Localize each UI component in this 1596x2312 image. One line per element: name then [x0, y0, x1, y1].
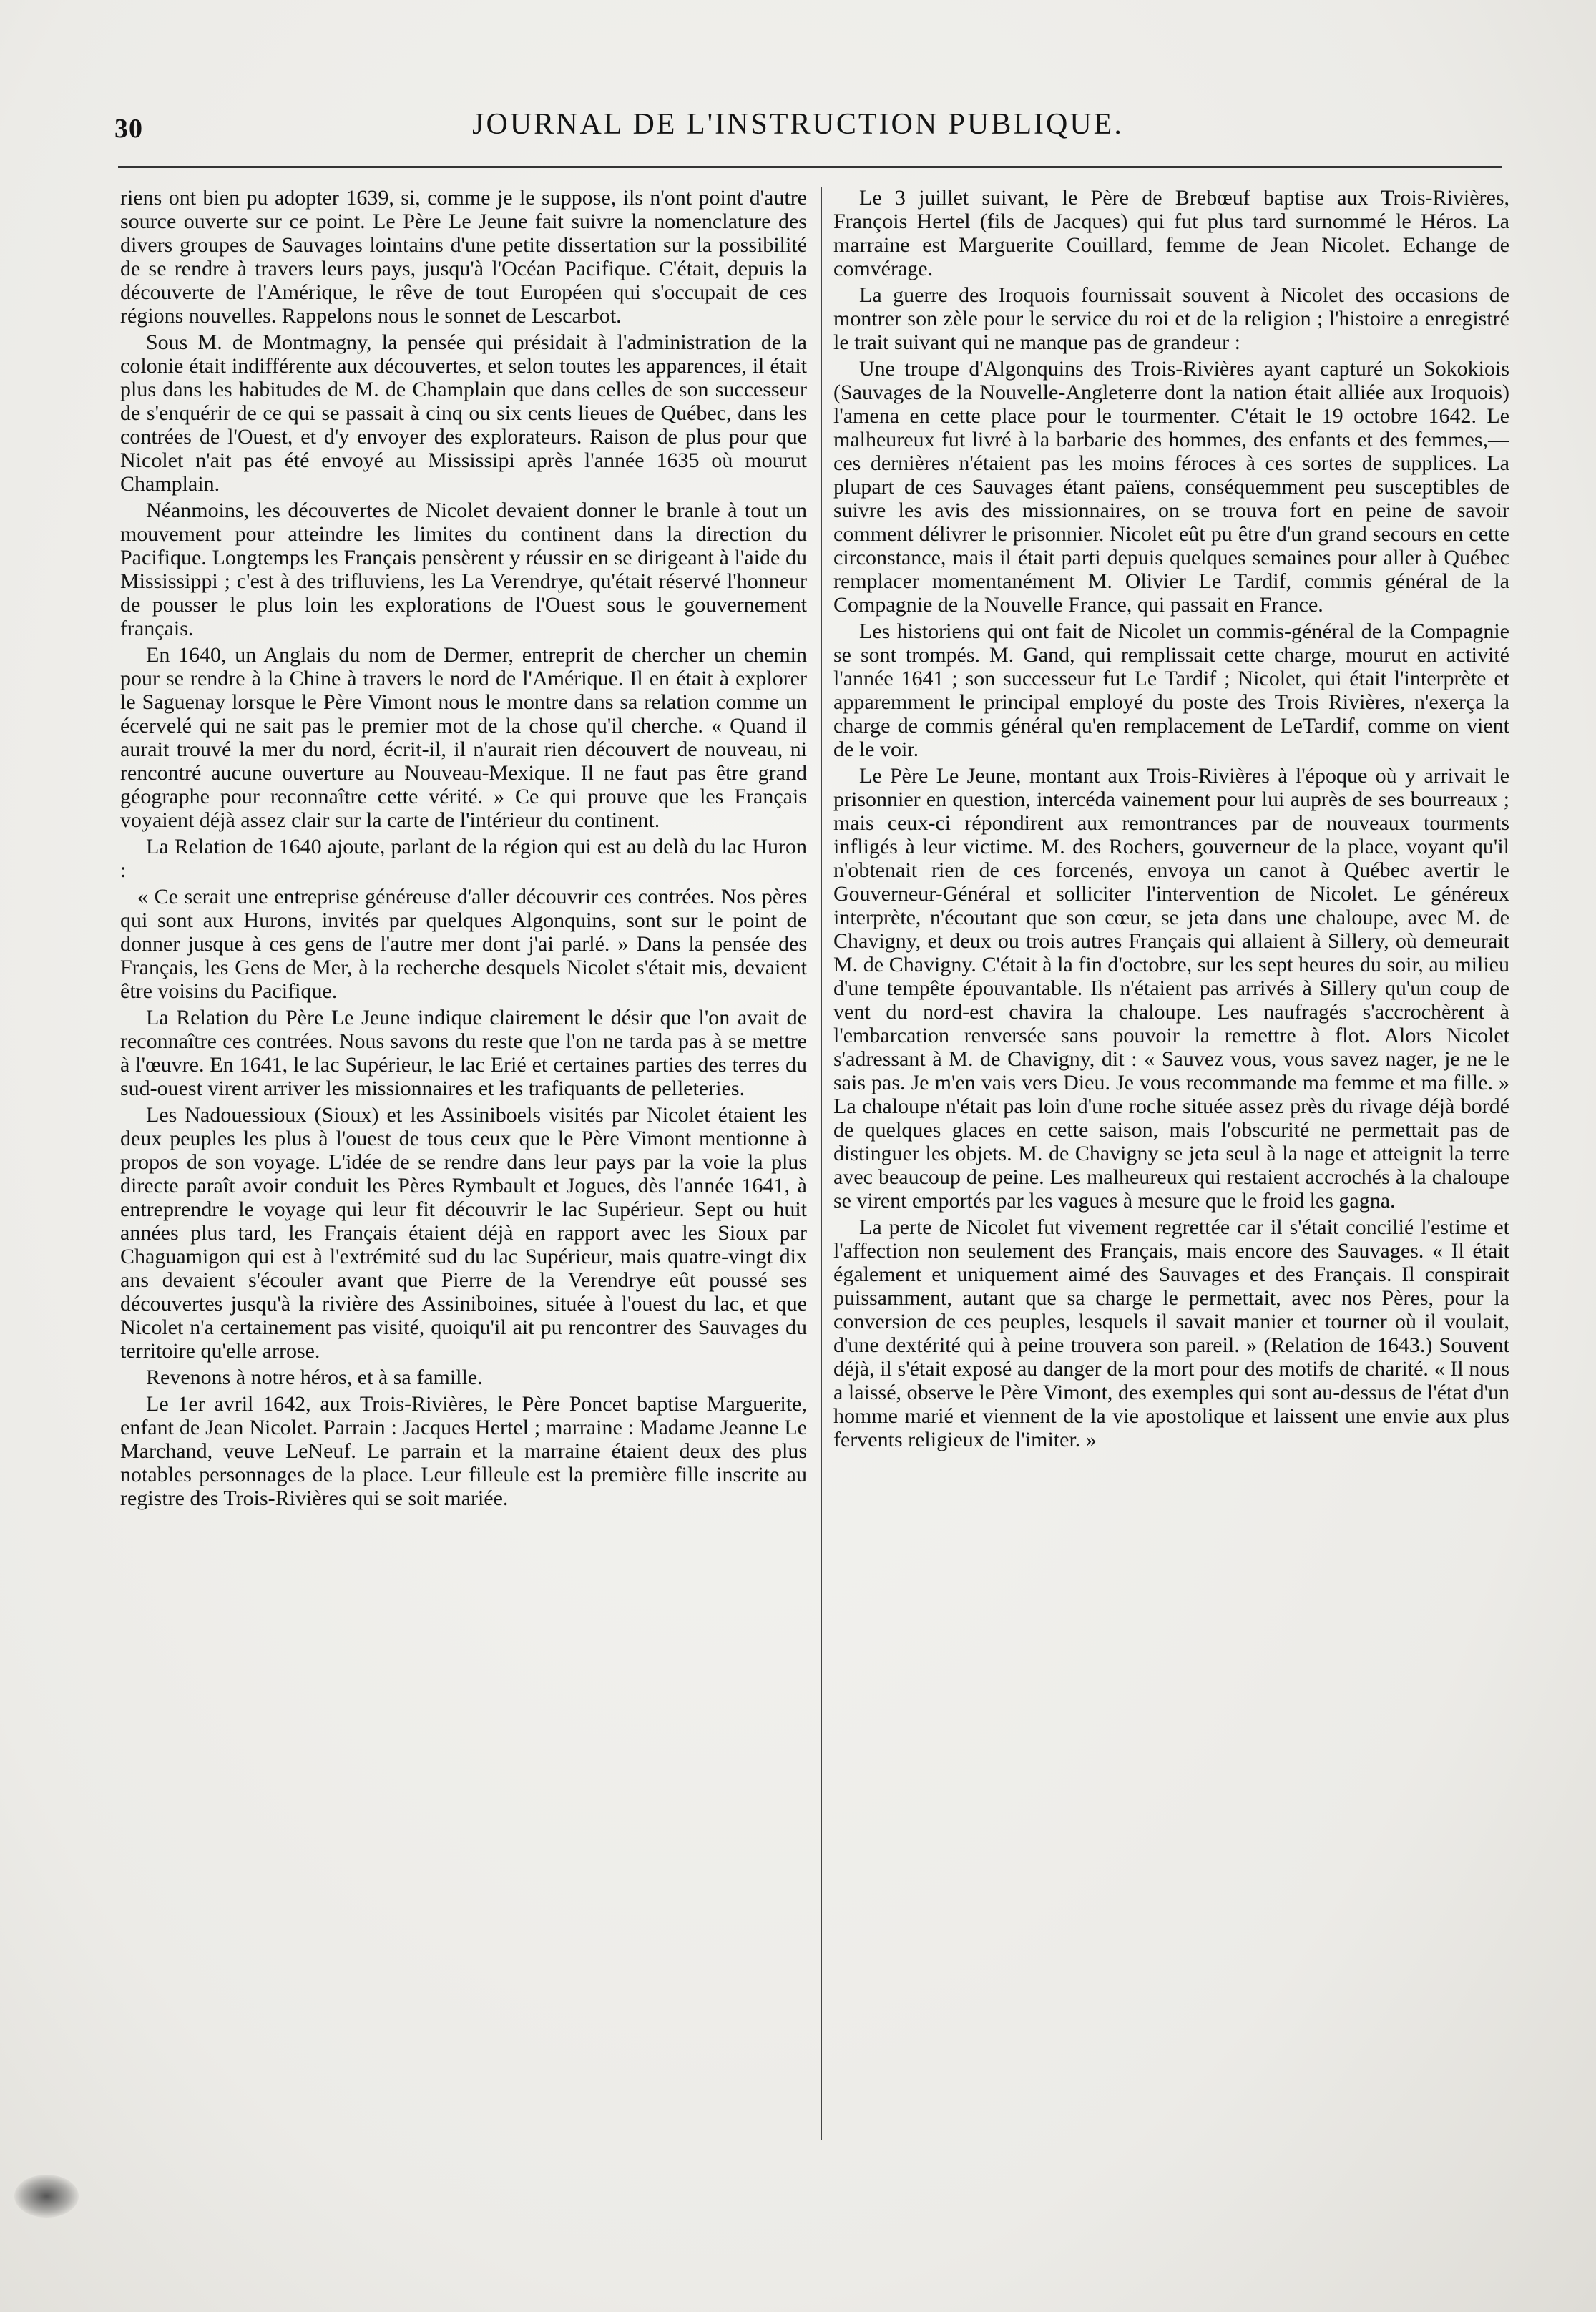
- paragraph: La guerre des Iroquois fournissait souvent à Nicolet des occasions de montrer son zèle pour le service du roi et de la religion ; l'histoire a enregistré le trait suivant qui ne manque pas de grandeur :: [833, 283, 1509, 354]
- paragraph: Le 3 juillet suivant, le Père de Brebœuf baptise aux Trois-Rivières, François Hertel (fils de Jacques) qui fut plus tard surnommé le Héros. La marraine est Marguerite Couillard, femme de Jean Nicolet. Echange de comvérage.: [833, 186, 1509, 280]
- left-column: [120, 186, 807, 2146]
- paragraph: Revenons à notre héros, et à sa famille.: [146, 1366, 483, 1389]
- column-divider: [821, 187, 822, 2140]
- paragraph: « Ce serait une entreprise généreuse d'aller découvrir ces contrées. Nos pères qui sont aux Hurons, invités par quelques Algonquins, sont sur le point de donner jusque à ces gens de l'autre mer dont j'ai parlé. » Dans la pensée des Français, les Gens de Mer, à la recherche desquels Nicolet s'était mis, devaient être voisins du Pacifique.: [120, 885, 807, 1003]
- ink-smudge: [14, 2175, 79, 2218]
- paragraph: Le 1er avril 1642, aux Trois-Rivières, le Père Poncet baptise Marguerite, enfant de Jean Nicolet. Parrain : Jacques Hertel ; marraine : Madame Jeanne Le Marchand, veuve LeNeuf. Le parrain et la marraine étaient deux des plus notables personnages de la place. Leur filleule est la première fille inscrite au registre des Trois-Rivières qui se soit mariée.: [120, 1392, 807, 1510]
- paragraph: Néanmoins, les découvertes de Nicolet devaient donner le branle à tout un mouvement pour atteindre les limites du continent dans la direction du Pacifique. Longtemps les Français pensèrent y réussir en se dirigeant à l'aide du Mississippi ; c'est à des trifluviens, les La Verendrye, qu'était réservé l'honneur de pousser le plus loin les explorations de l'Ouest sous le gouvernement français.: [120, 499, 807, 640]
- header-rule: [118, 166, 1502, 168]
- running-head: JOURNAL DE L'INSTRUCTION PUBLIQUE.: [472, 108, 1124, 141]
- paragraph: La perte de Nicolet fut vivement regrettée car il s'était concilié l'estime et l'affection non seulement des Français, mais encore des Sauvages. « Il était également et uniquement aimé des Sauvages et des Français. Il conspirait puissamment, autant que sa charge le permettait, avec nos Pères, pour la conversion de ces peuples, lesquels il savait manier et tourner où il voulait, d'une dextérité qui à peine trouvera son pareil. » (Relation de 1643.) Souvent déjà, il s'était exposé au danger de la mort pour des motifs de charité. « Il nous a laissé, observe le Père Vimont, des exemples qui sont au-dessus de l'état d'un homme marié et viennent de la vie apostolique et laissent une envie aux plus fervents religieux de l'imiter. »: [833, 1215, 1509, 1451]
- paragraph: Sous M. de Montmagny, la pensée qui présidait à l'administration de la colonie était indifférente aux découvertes, et selon toutes les apparences, il était plus dans les habitudes de M. de Champlain que dans celles de son successeur de s'enquérir de ce qui se passait à cinq ou six cents lieues de Québec, dans les contrées de l'Ouest, et d'y envoyer des explorateurs. Raison de plus pour que Nicolet n'ait pas été envoyé au Mississipi après l'année 1635 où mourut Champlain.: [120, 330, 807, 496]
- paragraph: La Relation de 1640 ajoute, parlant de la région qui est au delà du lac Huron :: [120, 835, 807, 882]
- paragraph: En 1640, un Anglais du nom de Dermer, entreprit de chercher un chemin pour se rendre à la Chine à travers le nord de l'Amérique. Il en était à explorer le Saguenay lorsque le Père Vimont nous le montre dans sa relation comme un écervelé qui ne sait pas le premier mot de la chose qu'il cherche. « Quand il aurait trouvé la mer du nord, écrit-il, il n'aurait rien découvert de nouveau, ni rencontré aucune ouverture au Nouveau-Mexique. Il ne faut pas être grand géographe pour reconnaître cette vérité. » Ce qui prouve que les Français voyaient déjà assez clair sur la carte de l'intérieur du continent.: [120, 643, 807, 832]
- page-number: 30: [114, 114, 143, 144]
- paragraph: Les historiens qui ont fait de Nicolet un commis-général de la Compagnie se sont trompés. M. Gand, qui remplissait cette charge, mourut en activité l'année 1641 ; son successeur fut Le Tardif ; Nicolet, qui était l'interprète et apparemment le principal employé du poste des Trois Rivières, n'exerça la charge de commis général qu'en remplacement de LeTardif, comme on vient de le voir.: [833, 619, 1509, 761]
- right-column: [833, 186, 1509, 2146]
- paragraph: Les Nadouessioux (Sioux) et les Assiniboels visités par Nicolet étaient les deux peuples les plus à l'ouest de tous ceux que le Père Vimont mentionne à propos de son voyage. L'idée de se rendre dans leur pays par la voie la plus directe paraît avoir conduit les Pères Rymbault et Jogues, dès l'année 1641, à entreprendre le voyage qui leur fit découvrir le lac Supérieur. Sept ou huit années plus tard, les Français étaient déjà en rapport avec les Sioux par Chaguamigon qui est à l'extrémité sud du lac Supérieur, mais quatre-vingt dix ans devaient s'écouler avant que Pierre de la Verendrye eût poussé ses découvertes jusqu'à la rivière des Assiniboines, située à l'ouest du lac, et que Nicolet n'a certainement pas visité, quoiqu'il ait pu rencontrer des Sauvages du territoire qu'elle arrose.: [120, 1103, 807, 1363]
- paragraph: riens ont bien pu adopter 1639, si, comme je le suppose, ils n'ont point d'autre source ouverte sur ce point. Le Père Le Jeune fait suivre la nomenclature des divers groupes de Sauvages lointains d'une petite dissertation sur la possibilité de se rendre à travers leurs pays, jusqu'à l'Océan Pacifique. C'était, depuis la découverte de l'Amérique, le rêve de tout Européen qui s'occupait de ces régions nouvelles. Rappelons nous le sonnet de Lescarbot.: [120, 186, 807, 328]
- paragraph: Une troupe d'Algonquins des Trois-Rivières ayant capturé un Sokokiois (Sauvages de la Nouvelle-Angleterre dont la nation était alliée aux Iroquois) l'amena en cette place pour le tourmenter. C'était le 19 octobre 1642. Le malheureux fut livré à la barbarie des hommes, des enfants et des femmes,—ces dernières n'étaient pas les moins féroces à ces sortes de supplices. La plupart de ces Sauvages étant païens, conséquemment peu susceptibles de suivre les avis des missionnaires, on se trouva fort en peine de savoir comment délivrer le prisonnier. Nicolet eût pu être d'un grand secours en cette circonstance, mais il était parti depuis quelques semaines pour aller à Québec remplacer momentanément M. Olivier Le Tardif, commis général de la Compagnie de la Nouvelle France, qui passait en France.: [833, 357, 1509, 617]
- paragraph: Le Père Le Jeune, montant aux Trois-Rivières à l'époque où y arrivait le prisonnier en question, intercéda vainement pour lui auprès de ses bourreaux ; mais ceux-ci répondirent aux remontrances par de nouveaux tourments infligés à leur victime. M. des Rochers, gouverneur de la place, voyant qu'il n'obtenait rien de ces forcenés, envoya un canot à Québec avertir le Gouverneur-Général et solliciter l'intervention de Nicolet. Le généreux interprète, n'écoutant que son cœur, se jeta dans une chaloupe, avec M. de Chavigny, et deux ou trois autres Français qui allaient à Sillery, où demeurait M. de Chavigny. C'était à la fin d'octobre, sur les sept heures du soir, au milieu d'une tempête épouvantable. Ils n'étaient pas arrivés à Sillery qu'un coup de vent du nord-est chavira la chaloupe. Les naufragés s'accrochèrent à l'embarcation renversée sans pouvoir la remettre à flot. Alors Nicolet s'adressant à M. de Chavigny, dit : « Sauvez vous, vous savez nager, je ne le sais pas. Je m'en vais vers Dieu. Je vous recommande ma femme et ma fille. » La chaloupe n'était pas loin d'une roche située assez près du rivage déjà bordé de quelques glaces en cette saison, mais l'obscurité ne permettait pas de distinguer les objets. M. de Chavigny se jeta seul à la nage et atteignit la terre avec beaucoup de peine. Les malheureux qui restaient accrochés à la chaloupe se virent emportés par les vagues à mesure que le froid les gagna.: [833, 764, 1509, 1213]
- paragraph: La Relation du Père Le Jeune indique clairement le désir que l'on avait de reconnaître ces contrées. Nous savons du reste que l'on ne tarda pas à se mettre à l'œuvre. En 1641, le lac Supérieur, le lac Erié et certaines parties des terres du sud-ouest virent arriver les missionnaires et les trafiquants de pelleteries.: [120, 1006, 807, 1100]
